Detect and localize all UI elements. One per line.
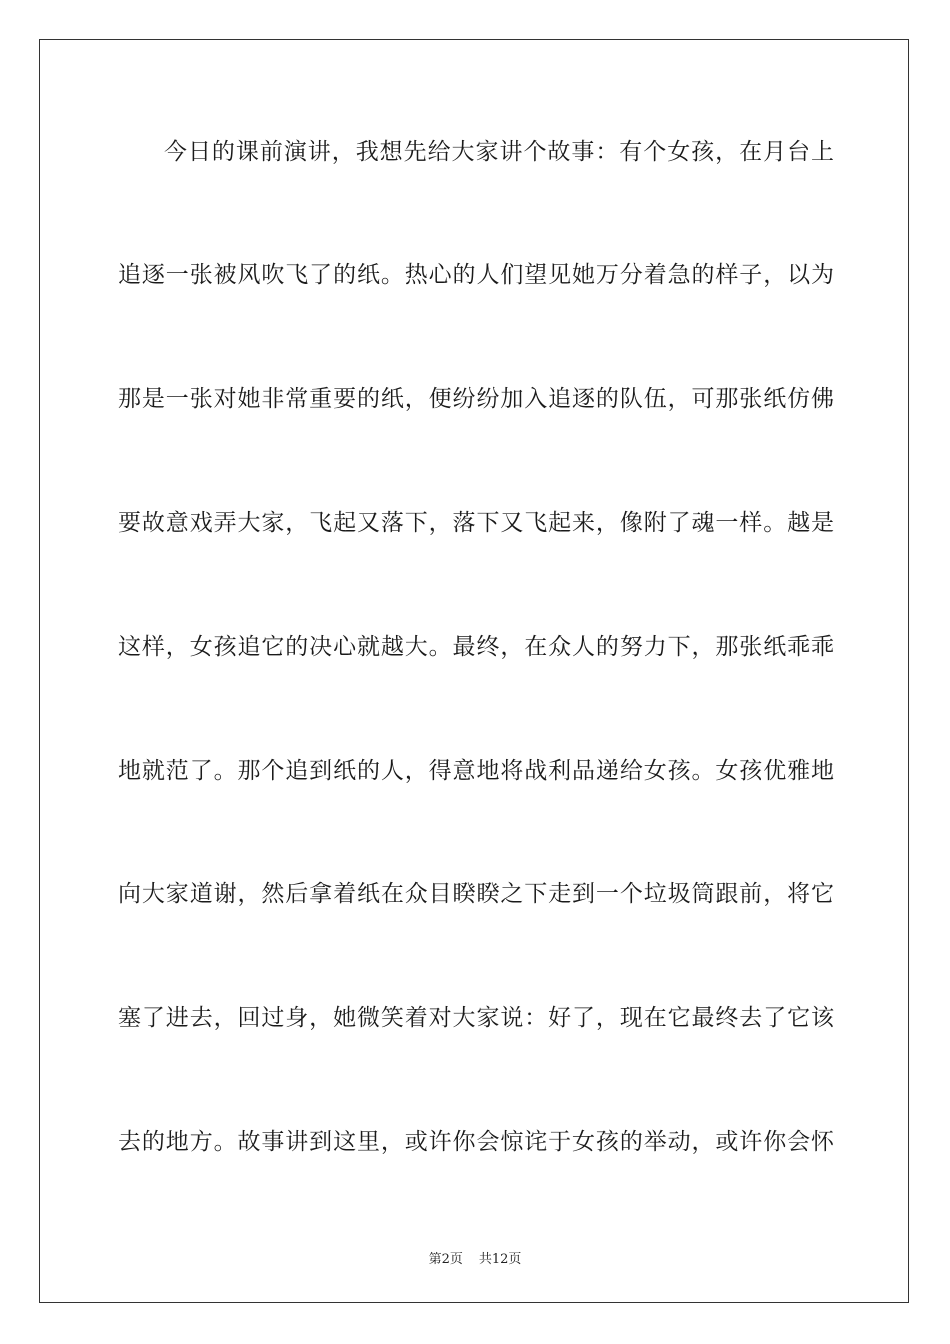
text-line-2: 追逐一张被风吹飞了的纸。热心的人们望见她万分着急的样子，以为 — [118, 262, 834, 288]
text-line-1: 今日的课前演讲，我想先给大家讲个故事：有个女孩，在月台上 — [164, 139, 834, 165]
text-line-6: 地就范了。那个追到纸的人，得意地将战利品递给女孩。女孩优雅地 — [118, 758, 834, 784]
total-pages: 共12页 — [478, 1252, 522, 1267]
text-line-7: 向大家道谢，然后拿着纸在众目睽睽之下走到一个垃圾筒跟前，将它 — [118, 881, 834, 907]
text-line-5: 这样，女孩追它的决心就越大。最终，在众人的努力下，那张纸乖乖 — [118, 634, 834, 660]
text-line-8: 塞了进去，回过身，她微笑着对大家说：好了，现在它最终去了它该 — [118, 1005, 834, 1031]
page-border — [39, 39, 909, 1303]
text-line-4: 要故意戏弄大家，飞起又落下，落下又飞起来，像附了魂一样。越是 — [118, 510, 834, 536]
text-line-3: 那是一张对她非常重要的纸，便纷纷加入追逐的队伍，可那张纸仿佛 — [118, 386, 834, 412]
text-line-9: 去的地方。故事讲到这里，或许你会惊诧于女孩的举动，或许你会怀 — [118, 1129, 834, 1155]
page-number: 第2页 — [428, 1252, 463, 1267]
page-footer — [0, 1248, 950, 1267]
